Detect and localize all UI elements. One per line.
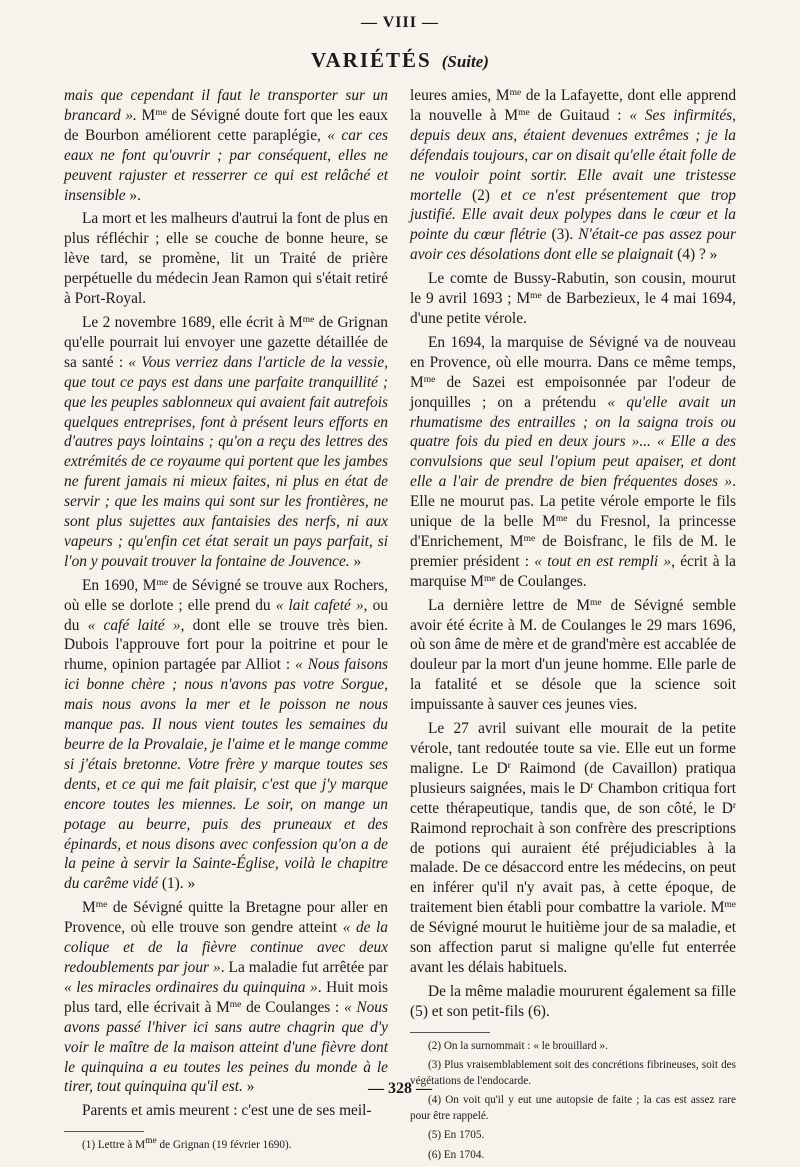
footnote-divider: [410, 1032, 490, 1033]
paragraph: En 1694, la marquise de Sévigné va de nouveau en Provence, où elle mourra. Dans ce même temps, $M^{me}$ de Sazei est empoisonnée par l'odeur de jonquilles ; on a prétendu « qu'elle avait un rhumatisme des entrailles ; on la saigna trois ou quatre fois du pied en deux jours »... « Elle a des convulsions que seul l'opium peut apaiser, et dont elle a l'air de prendre de bien fréquentes doses ». Elle ne mourut pas. La petite vérole emporte le fils unique de la belle $M^{me}$ du Fresnol, la princesse d'Enrichement, $M^{me}$ de Boisfranc, le fils de M. le premier président : « tout en est rempli », écrit à la marquise $M^{me}$ de Coulanges.: [410, 333, 736, 590]
roman-page-header: — VIII —: [361, 14, 439, 31]
footnote: (3) Plus vraisemblablement soit des concrétions fibrineuses, soit des végétations de l'endocarde.: [410, 1059, 736, 1087]
page-number: — 328 —: [368, 1080, 432, 1097]
section-title-subtitle: (Suite): [441, 52, 489, 71]
footnote: (5) En 1705.: [428, 1129, 485, 1142]
footnote-divider: [64, 1131, 144, 1132]
right-column: [410, 86, 736, 1167]
footnote: (1) Lettre à $M^{me}$ de Grignan (19 février 1690).: [82, 1136, 292, 1152]
section-title: [0, 48, 800, 73]
paragraph: En 1690, $M^{me}$ de Sévigné se trouve aux Rochers, où elle se dorlote ; elle prend du « lait cafeté », ou du « café laité », dont elle se trouve très bien. Dubois l'approuve fort pour la poitrine et pour le rhume, opinion partagée par Alliot : « Nous faisons ici bonne chère ; nous n'avons pas votre Sorgue, mais nous avons la mer et le poisson ne nous manque pas. Il nous vient toutes les semaines du beurre de la Provalaie, je l'aime et le mange comme si j'étais bretonne. Votre frère y marque toutes ses dents, et ce qui me fait plaisir, c'est que j'y marque encore toutes les miennes. Le soir, on mange un potage au beurre, puis des pruneaux et des épinards, et nous disons avec confession qu'on a de la peine à servir la Sainte-Église, voilà le chapitre du carême vidé (1). »: [64, 576, 389, 893]
paragraph: De la même maladie moururent également sa fille (5) et son petit-fils (6).: [410, 982, 736, 1020]
paragraph: Le comte de Bussy-Rabutin, son cousin, mourut le 9 avril 1693 ; $M^{me}$ de Barbezieux, le 4 mai 1694, d'une petite vérole.: [410, 270, 736, 327]
left-column: [64, 86, 388, 1158]
paragraph: La dernière lettre de $M^{me}$ de Sévigné semble avoir été écrite à M. de Coulanges le 29 mars 1696, où son âme de mère et de grand'mère est accablée de douleur par la mort d'un jeune homme. Elle parle de la fatalité et se désole que la science soit impuissante à sauver ces jeunes vies.: [410, 596, 736, 714]
footnote: (4) On voit qu'il y eut une autopsie de faite ; la cas est assez rare pour être rappelé.: [410, 1094, 736, 1122]
paragraph: leures amies, $M^{me}$ de la Lafayette, dont elle apprend la nouvelle à $M^{me}$ de Guitaud : « Ses infirmités, depuis deux ans, étaient devenues extrêmes ; je la défendais toujours, car on disait qu'elle était folle de ne vouloir point sortir. Elle avait une tristesse mortelle (2) et ce n'est présentement que trop justifié. Elle avait deux polypes dans le cœur et la pointe du cœur flétrie (3). N'était-ce pas assez pour avoir ces désolations dont elle se plaignait (4) ? »: [410, 87, 737, 264]
footnote: (2) On la surnommait : « le brouillard ».: [428, 1039, 608, 1052]
paragraph: $M^{me}$ de Sévigné quitte la Bretagne pour aller en Provence, où elle trouve son gendre atteint « de la colique et de la fièvre continue avec deux redoublements par jour ». La maladie fut arrêtée par « les miracles ordinaires du quinquina ». Huit mois plus tard, elle écrivait à $M^{me}$ de Coulanges : « Nous avons passé l'hiver ici sans autre chagrin que d'y voir le maître de la maison atteint d'une fièvre dont le quinquina a eu toutes les peines du monde à le tirer, tout quinquina qu'il est. »: [64, 899, 389, 1096]
paragraph: Le 2 novembre 1689, elle écrit à $M^{me}$ de Grignan qu'elle pourrait lui envoyer une gazette détaillée de sa santé : « Vous verriez dans l'article de la vessie, que tout ce pays est dans une parfaite tranquillité ; que les peuples sablonneux qui avaient fait autrefois quelques entreprises, font à présent leurs efforts en d'autres pays lointains ; qu'on a reçu des lettres des extrémités de ce royaume qui portent que les jambes ne furent jamais ni mieux faites, ni plus en état de servir ; que les mains qui sont sur les frontières, ne sont plus sujettes aux fantaisies des nerfs, ni aux vapeurs ; qu'enfin cet état serait un pays parfait, si l'on y pouvait trouver la fontaine de Jouvence. »: [64, 313, 388, 570]
paragraph: Le 27 avril suivant elle mourait de la petite vérole, tant redoutée toute sa vie. Elle eut un forme maligne. Le $D^r$ Raimond (de Cavaillon) pratiqua plusieurs saignées, mais le $D^r$ Chambon critiqua fort cette thérapeutique, tandis que, de son côté, le $D^r$ Raimond reprochait à son confrère des prescriptions de potions qui auraient été préjudiciables à la malade. De ce désaccord entre les médecins, on peut en inférer qu'il n'y avait pas, à cette époque, de traitement bien établi pour combattre la variole. $M^{me}$ de Sévigné mourut le huitième jour de sa maladie, et son affection parut si maligne qu'elle fut enterrée avant les délais habituels.: [410, 720, 736, 976]
paragraph: mais que cependant il faut le transporter sur un brancard ». $M^{me}$ de Sévigné doute fort que les eaux de Bourbon améliorent cette paraplégie, « car ces eaux ne font qu'ouvrir ; par conséquent, elles ne peuvent rajuster et resserrer ce qui est relâché et insensible ».: [64, 87, 389, 204]
section-title-main: VARIÉTÉS: [311, 48, 432, 72]
paragraph: La mort et les malheurs d'autrui la font de plus en plus réfléchir ; elle se couche de bonne heure, se lève tard, se promène, lit un Traité de prière perpétuelle du médecin Jean Ramon qui s'était retiré à Port-Royal.: [64, 210, 388, 308]
paragraph: Parents et amis meurent : c'est une de ses meil-: [82, 1102, 372, 1120]
footnote: (6) En 1704.: [428, 1148, 485, 1161]
